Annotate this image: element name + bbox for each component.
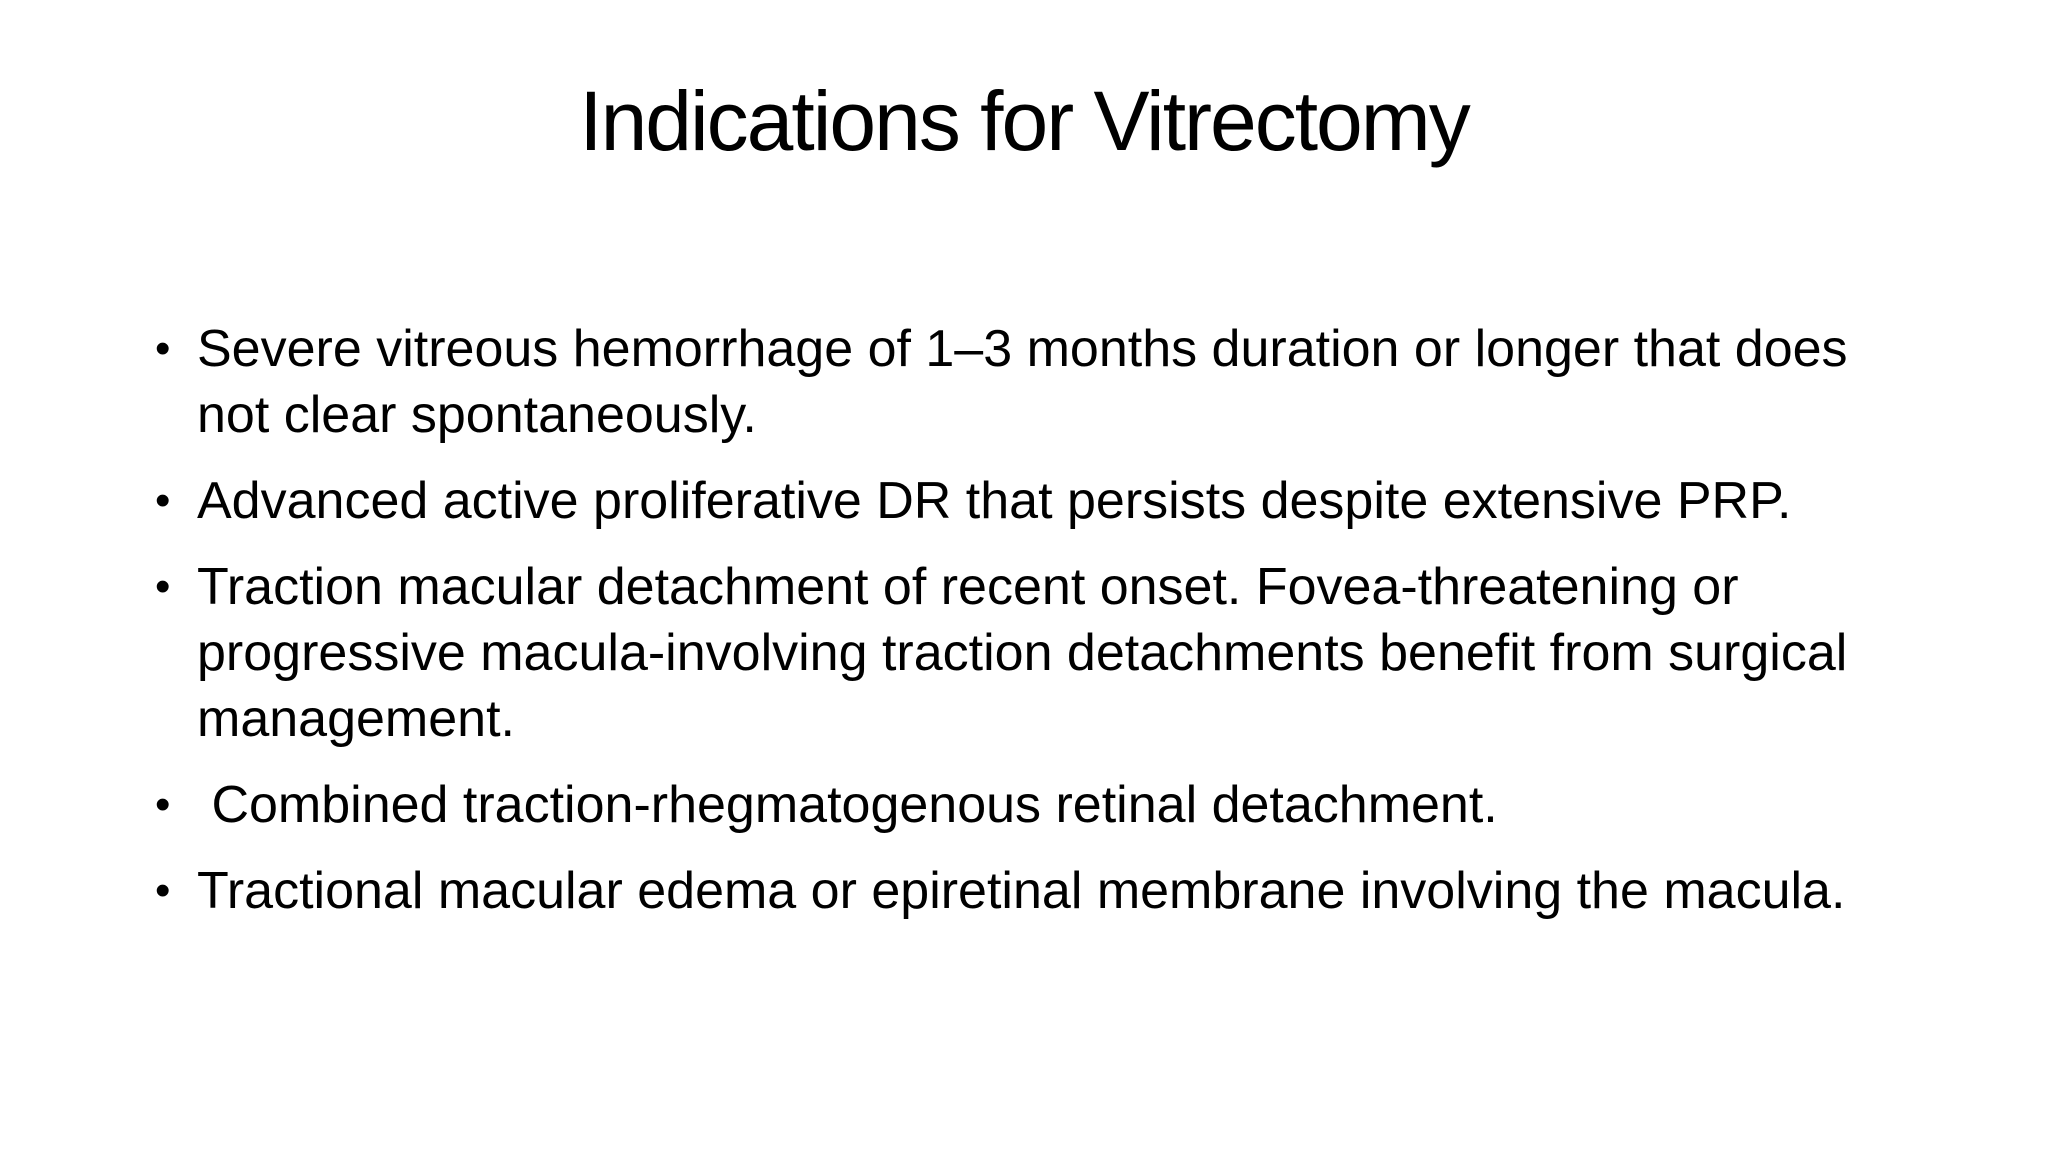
bullet-dot-icon: •	[155, 866, 171, 915]
bullet-text: Advanced active proliferative DR that persists despite extensive PRP.	[197, 472, 1792, 530]
bullet-text: Severe vitreous hemorrhage of 1–3 months duration or longer that does not clear spontaneously.	[197, 320, 1848, 444]
bullet-dot-icon: •	[155, 780, 171, 829]
list-item	[155, 858, 1895, 924]
bullet-text: Tractional macular edema or epiretinal membrane involving the macula.	[197, 862, 1846, 920]
bullet-list	[155, 316, 1895, 944]
bullet-dot-icon: •	[155, 562, 171, 611]
bullet-dot-icon: •	[155, 476, 171, 525]
list-item	[155, 554, 1895, 752]
list-item	[155, 772, 1895, 838]
slide-title: Indications for Vitrectomy	[579, 74, 1469, 168]
bullet-text: Combined traction-rhegmatogenous retinal detachment.	[197, 776, 1498, 834]
bullet-dot-icon: •	[155, 324, 171, 373]
list-item	[155, 316, 1895, 448]
bullet-text: Traction macular detachment of recent onset. Fovea-threatening or progressive macula-involving traction detachments benefit from surgical management.	[197, 558, 1848, 748]
list-item	[155, 468, 1895, 534]
